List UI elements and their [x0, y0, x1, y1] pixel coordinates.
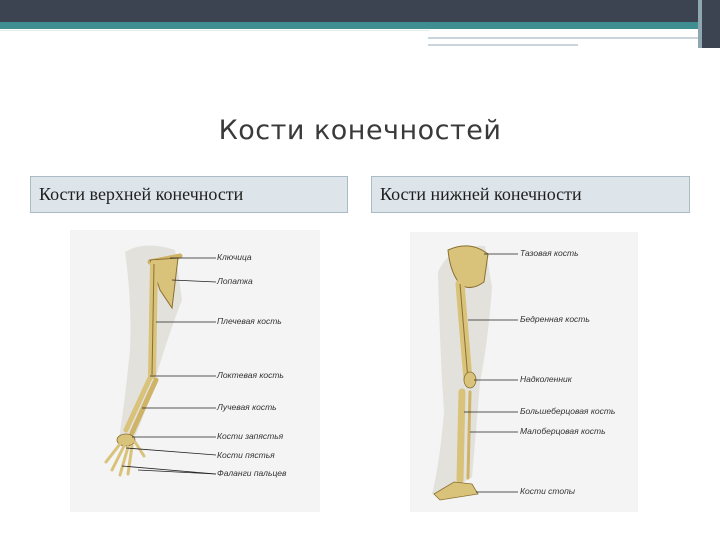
slide-title: Кости конечностей — [218, 115, 502, 146]
foot-bones-label: Кости стопы — [520, 486, 576, 496]
decorative-line — [0, 30, 430, 31]
decorative-line — [428, 37, 698, 39]
lower-limb-header: Кости нижней конечности — [371, 176, 690, 213]
pelvis-label: Тазовая кость — [520, 248, 579, 258]
decorative-line — [428, 44, 578, 46]
humerus-label: Плечевая кость — [217, 316, 282, 326]
leg-skeleton-image — [410, 232, 638, 512]
metacarpals-label: Кости пястья — [217, 450, 275, 460]
patella-label: Надколенник — [520, 374, 572, 384]
scapula-label: Лопатка — [217, 276, 253, 286]
lower-limb-illustration — [410, 232, 638, 512]
radius-label: Лучевая кость — [217, 402, 277, 412]
upper-limb-header: Кости верхней конечности — [30, 176, 348, 213]
upper-limb-illustration — [70, 230, 320, 512]
clavicle-label: Ключица — [217, 252, 252, 262]
phalanges-label: Фаланги пальцев — [217, 468, 287, 478]
top-bar — [0, 0, 720, 22]
fibula-label: Малоберцовая кость — [520, 426, 606, 436]
femur-label: Бедренная кость — [520, 314, 590, 324]
tibia-label: Большеберцовая кость — [520, 406, 616, 416]
carpals-label: Кости запястья — [217, 431, 284, 441]
ulna-label: Локтевая кость — [217, 370, 284, 380]
top-accent-bar — [0, 22, 720, 29]
corner-decoration — [698, 0, 720, 48]
